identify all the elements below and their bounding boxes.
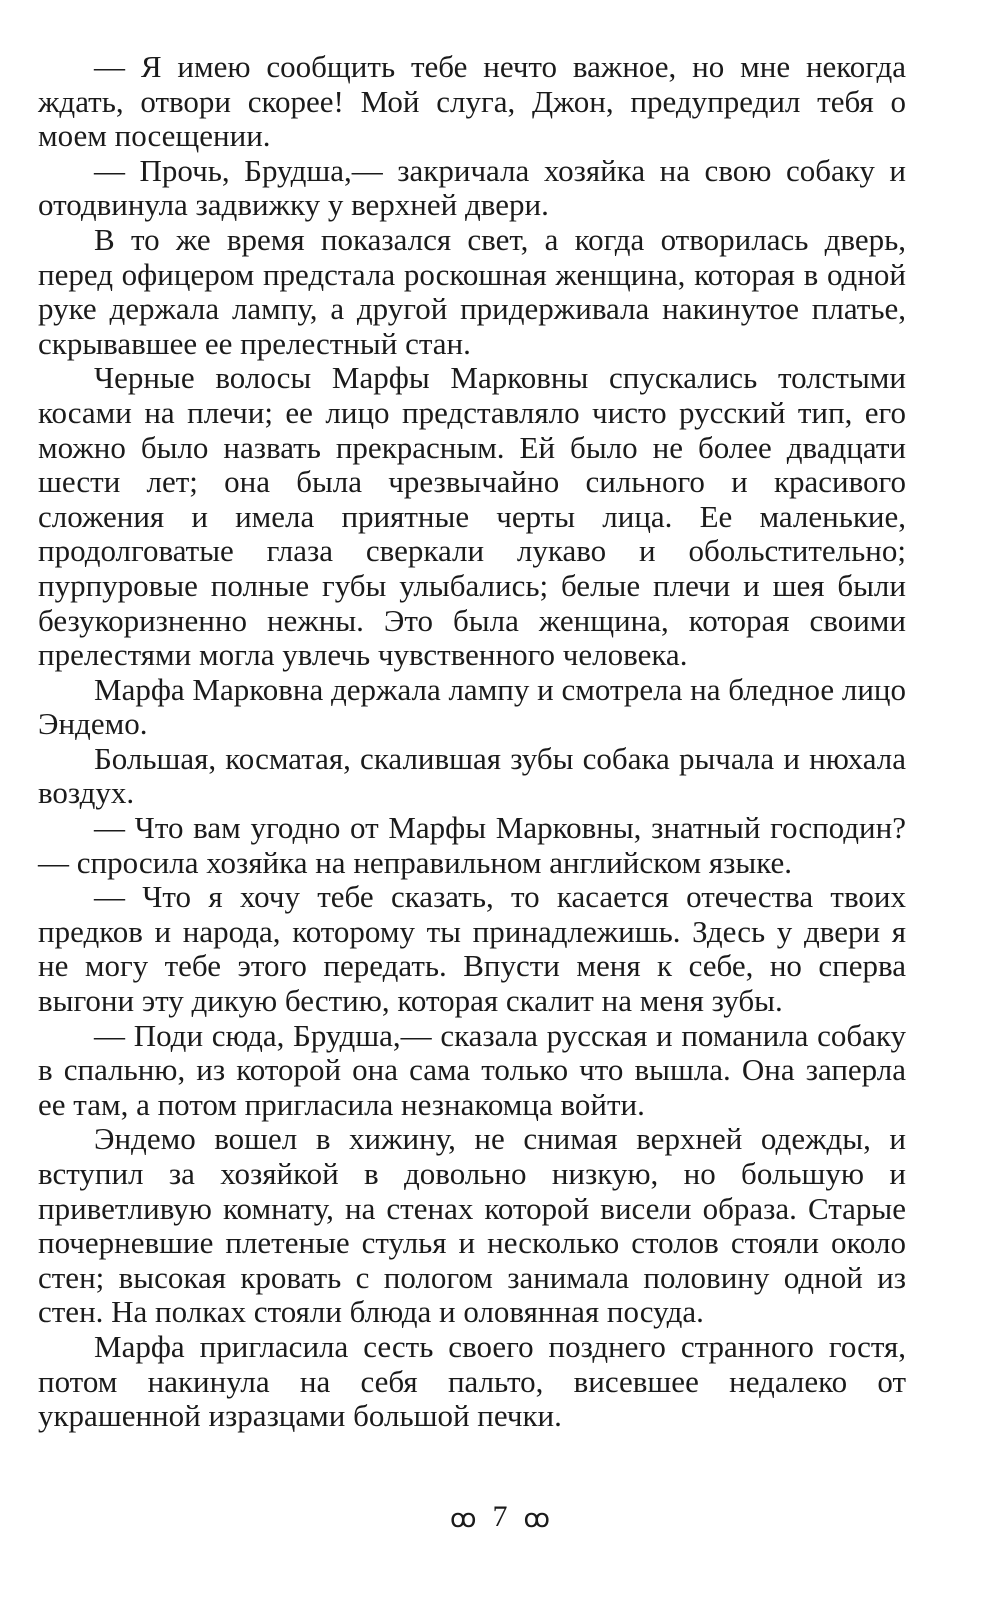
paragraph: — Что я хочу тебе сказать, то касается отечества твоих предков и народа, которому ты принадлежишь. Здесь у двери я не могу тебе этого передать. Впусти меня к себе, но сперва выгони эту дикую бестию, которая скалит на меня зубы. (38, 879, 906, 1019)
paragraph: Черные волосы Марфы Марковны спускались толстыми косами на плечи; ее лицо представляло чисто русский тип, его можно было назвать прекрасным. Ей было не более двадцати шести лет; она была чрезвычайно сильного и красивого сложения и имела приятные черты лица. Ее маленькие, продолговатые глаза сверкали лукаво и обольстительно; пурпуровые полные губы улыбались; белые плечи и шея были безукоризненно нежны. Это была женщина, которая своими прелестями могла увлечь чувственного человека. (38, 360, 906, 673)
paragraph: Большая, косматая, скалившая зубы собака рычала и нюхала воздух. (38, 740, 906, 811)
paragraph: Марфа пригласила сесть своего позднего странного гостя, потом накинула на себя пальто, висевшее недалеко от украшенной изразцами большой печки. (38, 1328, 906, 1434)
fleuron-left-icon: ꝏ (450, 1504, 477, 1535)
page-body (38, 50, 906, 1434)
page-footer (0, 1500, 1000, 1534)
paragraph: — Что вам угодно от Марфы Марковны, знатный господин? — спросила хозяйка на неправильном английском языке. (38, 810, 906, 880)
paragraph: В то же время показался свет, а когда отворилась дверь, перед офицером предстала роскошная женщина, которая в одной руке держала лампу, а другой придерживала накинутое платье, скрывавшее ее прелестный стан. (38, 221, 906, 361)
paragraph: Эндемо вошел в хижину, не снимая верхней одежды, и вступил за хозяйкой в довольно низкую, но большую и приветливую комнату, на стенах которой висели образа. Старые почерневшие плетеные стулья и несколько столов стояли около стен; высокая кровать с пологом занимала половину одной из стен. На полках стояли блюда и оловянная посуда. (38, 1121, 906, 1330)
paragraph: — Прочь, Брудша,— закричала хозяйка на свою собаку и отодвинула задвижку у верхней двери. (38, 152, 906, 223)
page-number: 7 (492, 1500, 508, 1533)
paragraph: — Поди сюда, Брудша,— сказала русская и поманила собаку в спальню, из которой она сама только что вышла. Она заперла ее там, а потом пригласила незнакомца войти. (38, 1017, 906, 1122)
paragraph: — Я имею сообщить тебе нечто важное, но мне некогда ждать, отвори скорее! Мой слуга, Джон, предупредил тебя о моем посещении. (38, 49, 906, 154)
paragraph: Марфа Марковна держала лампу и смотрела на бледное лицо Эндемо. (38, 671, 906, 742)
fleuron-right-icon: ꝏ (523, 1504, 550, 1535)
